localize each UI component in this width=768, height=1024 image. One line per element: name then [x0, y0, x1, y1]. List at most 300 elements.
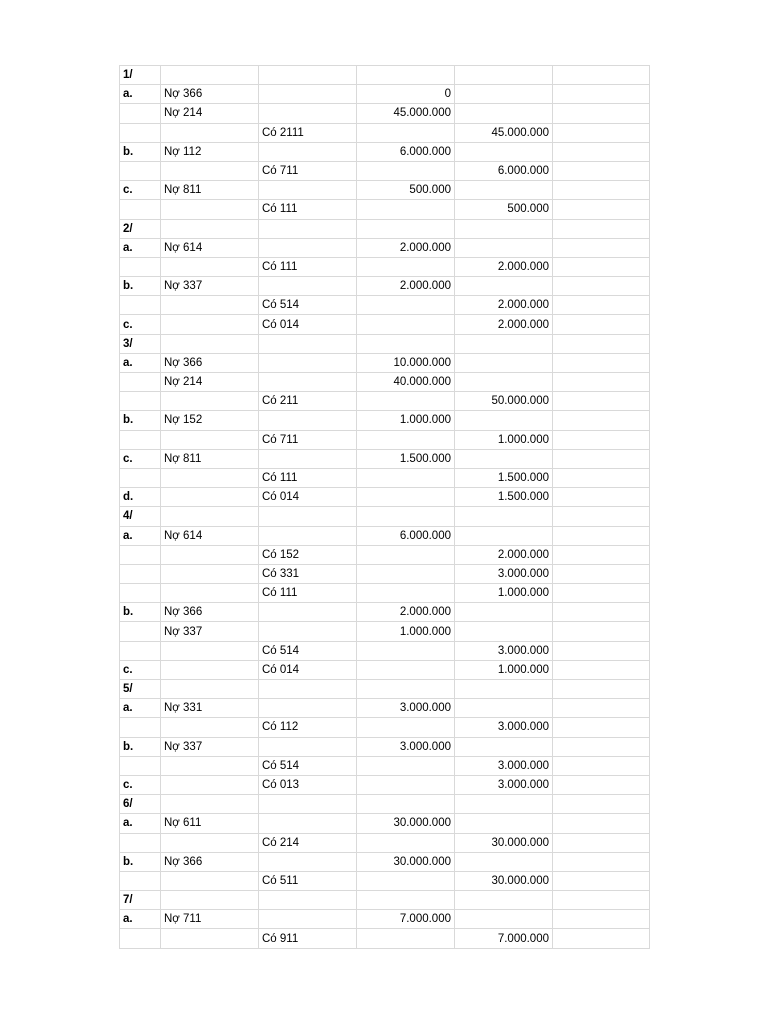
- debit-amount-cell[interactable]: 1.500.000: [357, 449, 455, 468]
- debit-account-cell[interactable]: [161, 392, 259, 411]
- table-row: [120, 622, 650, 641]
- entry-label-cell[interactable]: a.: [120, 238, 161, 257]
- credit-amount-cell[interactable]: 3.000.000: [455, 718, 553, 737]
- empty-cell[interactable]: [553, 584, 650, 603]
- empty-cell[interactable]: [553, 468, 650, 487]
- empty-cell[interactable]: [553, 161, 650, 180]
- debit-amount-cell[interactable]: 3.000.000: [357, 737, 455, 756]
- table-row: [120, 430, 650, 449]
- credit-account-cell[interactable]: Có 014: [259, 660, 357, 679]
- credit-amount-cell[interactable]: 30.000.000: [455, 871, 553, 890]
- credit-amount-cell[interactable]: 1.500.000: [455, 468, 553, 487]
- entry-label-cell[interactable]: a.: [120, 814, 161, 833]
- empty-cell[interactable]: [553, 929, 650, 948]
- credit-account-cell[interactable]: [259, 219, 357, 238]
- entry-label-cell[interactable]: 1/: [120, 66, 161, 85]
- debit-account-cell[interactable]: [161, 833, 259, 852]
- credit-account-cell[interactable]: Có 514: [259, 756, 357, 775]
- entry-label-cell[interactable]: a.: [120, 353, 161, 372]
- empty-cell[interactable]: [553, 718, 650, 737]
- debit-account-cell[interactable]: [161, 680, 259, 699]
- credit-account-cell[interactable]: Có 111: [259, 468, 357, 487]
- debit-account-cell[interactable]: [161, 718, 259, 737]
- credit-account-cell[interactable]: [259, 852, 357, 871]
- debit-account-cell[interactable]: [161, 871, 259, 890]
- entry-label-cell[interactable]: [120, 161, 161, 180]
- empty-cell[interactable]: [553, 852, 650, 871]
- credit-account-cell[interactable]: [259, 411, 357, 430]
- credit-amount-cell[interactable]: [455, 507, 553, 526]
- empty-cell[interactable]: [553, 680, 650, 699]
- empty-cell[interactable]: [553, 296, 650, 315]
- credit-amount-cell[interactable]: 500.000: [455, 200, 553, 219]
- debit-amount-cell[interactable]: [357, 833, 455, 852]
- table-row: [120, 104, 650, 123]
- empty-cell[interactable]: [553, 411, 650, 430]
- debit-amount-cell[interactable]: 1.000.000: [357, 411, 455, 430]
- debit-account-cell[interactable]: Nợ 152: [161, 411, 259, 430]
- empty-cell[interactable]: [553, 622, 650, 641]
- credit-amount-cell[interactable]: [455, 411, 553, 430]
- debit-amount-cell[interactable]: [357, 488, 455, 507]
- debit-account-cell[interactable]: [161, 756, 259, 775]
- table-row: [120, 891, 650, 910]
- entry-label-cell[interactable]: c.: [120, 775, 161, 794]
- table-row: [120, 737, 650, 756]
- debit-amount-cell[interactable]: 2.000.000: [357, 277, 455, 296]
- debit-amount-cell[interactable]: 30.000.000: [357, 852, 455, 871]
- debit-amount-cell[interactable]: [357, 871, 455, 890]
- credit-account-cell[interactable]: Có 211: [259, 392, 357, 411]
- debit-account-cell[interactable]: [161, 545, 259, 564]
- debit-account-cell[interactable]: [161, 891, 259, 910]
- credit-account-cell[interactable]: [259, 373, 357, 392]
- credit-account-cell[interactable]: [259, 737, 357, 756]
- debit-account-cell[interactable]: Nợ 214: [161, 104, 259, 123]
- debit-account-cell[interactable]: Nợ 337: [161, 737, 259, 756]
- credit-amount-cell[interactable]: 3.000.000: [455, 775, 553, 794]
- entry-label-cell[interactable]: [120, 833, 161, 852]
- debit-account-cell[interactable]: Nợ 337: [161, 277, 259, 296]
- entry-label-cell[interactable]: b.: [120, 737, 161, 756]
- credit-amount-cell[interactable]: 3.000.000: [455, 564, 553, 583]
- credit-amount-cell[interactable]: [455, 526, 553, 545]
- credit-amount-cell[interactable]: [455, 238, 553, 257]
- credit-account-cell[interactable]: [259, 104, 357, 123]
- entry-label-cell[interactable]: [120, 545, 161, 564]
- table-row: [120, 910, 650, 929]
- empty-cell[interactable]: [553, 66, 650, 85]
- debit-amount-cell[interactable]: [357, 584, 455, 603]
- entry-label-cell[interactable]: [120, 756, 161, 775]
- table-row: [120, 814, 650, 833]
- table-row: [120, 564, 650, 583]
- credit-account-cell[interactable]: [259, 795, 357, 814]
- entry-label-cell[interactable]: [120, 622, 161, 641]
- debit-amount-cell[interactable]: 10.000.000: [357, 353, 455, 372]
- entry-label-cell[interactable]: 3/: [120, 334, 161, 353]
- debit-amount-cell[interactable]: [357, 507, 455, 526]
- credit-amount-cell[interactable]: [455, 795, 553, 814]
- debit-account-cell[interactable]: Nợ 611: [161, 814, 259, 833]
- credit-amount-cell[interactable]: 1.000.000: [455, 584, 553, 603]
- credit-account-cell[interactable]: [259, 507, 357, 526]
- credit-amount-cell[interactable]: [455, 622, 553, 641]
- entry-label-cell[interactable]: [120, 392, 161, 411]
- entry-label-cell[interactable]: c.: [120, 660, 161, 679]
- empty-cell[interactable]: [553, 756, 650, 775]
- credit-account-cell[interactable]: [259, 334, 357, 353]
- debit-amount-cell[interactable]: [357, 756, 455, 775]
- table-row: [120, 468, 650, 487]
- table-row: [120, 545, 650, 564]
- debit-account-cell[interactable]: [161, 161, 259, 180]
- credit-account-cell[interactable]: [259, 699, 357, 718]
- entry-label-cell[interactable]: a.: [120, 699, 161, 718]
- entry-label-cell[interactable]: 4/: [120, 507, 161, 526]
- entry-label-cell[interactable]: [120, 718, 161, 737]
- entry-label-cell[interactable]: c.: [120, 449, 161, 468]
- credit-account-cell[interactable]: Có 111: [259, 257, 357, 276]
- debit-amount-cell[interactable]: 2.000.000: [357, 238, 455, 257]
- credit-amount-cell[interactable]: [455, 353, 553, 372]
- entry-label-cell[interactable]: [120, 564, 161, 583]
- empty-cell[interactable]: [553, 507, 650, 526]
- debit-account-cell[interactable]: [161, 641, 259, 660]
- entry-label-cell[interactable]: a.: [120, 910, 161, 929]
- credit-amount-cell[interactable]: 2.000.000: [455, 545, 553, 564]
- debit-amount-cell[interactable]: [357, 929, 455, 948]
- entry-label-cell[interactable]: d.: [120, 488, 161, 507]
- debit-account-cell[interactable]: Nợ 337: [161, 622, 259, 641]
- entry-label-cell[interactable]: b.: [120, 852, 161, 871]
- empty-cell[interactable]: [553, 660, 650, 679]
- entry-label-cell[interactable]: [120, 104, 161, 123]
- debit-account-cell[interactable]: [161, 219, 259, 238]
- credit-account-cell[interactable]: [259, 238, 357, 257]
- debit-amount-cell[interactable]: [357, 718, 455, 737]
- debit-amount-cell[interactable]: [357, 660, 455, 679]
- credit-account-cell[interactable]: Có 214: [259, 833, 357, 852]
- debit-amount-cell[interactable]: 500.000: [357, 181, 455, 200]
- credit-amount-cell[interactable]: [455, 910, 553, 929]
- credit-account-cell[interactable]: Có 014: [259, 488, 357, 507]
- debit-account-cell[interactable]: Nợ 366: [161, 603, 259, 622]
- empty-cell[interactable]: [553, 334, 650, 353]
- entry-label-cell[interactable]: c.: [120, 181, 161, 200]
- debit-account-cell[interactable]: [161, 507, 259, 526]
- entry-label-cell[interactable]: [120, 296, 161, 315]
- entry-label-cell[interactable]: 2/: [120, 219, 161, 238]
- credit-account-cell[interactable]: [259, 142, 357, 161]
- debit-account-cell[interactable]: Nợ 811: [161, 181, 259, 200]
- debit-amount-cell[interactable]: 7.000.000: [357, 910, 455, 929]
- debit-account-cell[interactable]: Nợ 214: [161, 373, 259, 392]
- empty-cell[interactable]: [553, 373, 650, 392]
- empty-cell[interactable]: [553, 257, 650, 276]
- credit-account-cell[interactable]: [259, 449, 357, 468]
- credit-amount-cell[interactable]: 7.000.000: [455, 929, 553, 948]
- credit-amount-cell[interactable]: 1.000.000: [455, 660, 553, 679]
- credit-account-cell[interactable]: Có 911: [259, 929, 357, 948]
- empty-cell[interactable]: [553, 737, 650, 756]
- entry-label-cell[interactable]: [120, 641, 161, 660]
- credit-account-cell[interactable]: Có 511: [259, 871, 357, 890]
- empty-cell[interactable]: [553, 564, 650, 583]
- debit-amount-cell[interactable]: [357, 680, 455, 699]
- credit-account-cell[interactable]: [259, 85, 357, 104]
- credit-account-cell[interactable]: Có 711: [259, 430, 357, 449]
- debit-account-cell[interactable]: [161, 123, 259, 142]
- debit-account-cell[interactable]: [161, 296, 259, 315]
- empty-cell[interactable]: [553, 315, 650, 334]
- credit-amount-cell[interactable]: [455, 449, 553, 468]
- entry-label-cell[interactable]: b.: [120, 603, 161, 622]
- credit-amount-cell[interactable]: [455, 219, 553, 238]
- table-row: [120, 200, 650, 219]
- debit-amount-cell[interactable]: [357, 315, 455, 334]
- credit-account-cell[interactable]: [259, 622, 357, 641]
- debit-amount-cell[interactable]: [357, 891, 455, 910]
- empty-cell[interactable]: [553, 200, 650, 219]
- entry-label-cell[interactable]: a.: [120, 526, 161, 545]
- empty-cell[interactable]: [553, 795, 650, 814]
- entry-label-cell[interactable]: [120, 584, 161, 603]
- credit-account-cell[interactable]: Có 112: [259, 718, 357, 737]
- entry-label-cell[interactable]: c.: [120, 315, 161, 334]
- credit-account-cell[interactable]: Có 111: [259, 200, 357, 219]
- debit-amount-cell[interactable]: 1.000.000: [357, 622, 455, 641]
- table-row: [120, 718, 650, 737]
- table-row: [120, 449, 650, 468]
- empty-cell[interactable]: [553, 181, 650, 200]
- credit-account-cell[interactable]: Có 013: [259, 775, 357, 794]
- debit-amount-cell[interactable]: [357, 430, 455, 449]
- table-row: [120, 181, 650, 200]
- table-row: [120, 353, 650, 372]
- credit-account-cell[interactable]: [259, 680, 357, 699]
- entry-label-cell[interactable]: [120, 929, 161, 948]
- debit-amount-cell[interactable]: [357, 334, 455, 353]
- empty-cell[interactable]: [553, 603, 650, 622]
- credit-account-cell[interactable]: [259, 891, 357, 910]
- credit-amount-cell[interactable]: 6.000.000: [455, 161, 553, 180]
- debit-account-cell[interactable]: Nợ 614: [161, 238, 259, 257]
- debit-account-cell[interactable]: Nợ 366: [161, 353, 259, 372]
- credit-amount-cell[interactable]: 3.000.000: [455, 756, 553, 775]
- empty-cell[interactable]: [553, 353, 650, 372]
- credit-account-cell[interactable]: Có 014: [259, 315, 357, 334]
- credit-account-cell[interactable]: Có 331: [259, 564, 357, 583]
- debit-amount-cell[interactable]: 45.000.000: [357, 104, 455, 123]
- entry-label-cell[interactable]: [120, 468, 161, 487]
- credit-amount-cell[interactable]: 1.500.000: [455, 488, 553, 507]
- entry-label-cell[interactable]: [120, 200, 161, 219]
- debit-amount-cell[interactable]: 2.000.000: [357, 603, 455, 622]
- debit-account-cell[interactable]: [161, 66, 259, 85]
- empty-cell[interactable]: [553, 910, 650, 929]
- debit-amount-cell[interactable]: [357, 795, 455, 814]
- debit-account-cell[interactable]: [161, 929, 259, 948]
- credit-amount-cell[interactable]: 3.000.000: [455, 641, 553, 660]
- debit-account-cell[interactable]: [161, 257, 259, 276]
- debit-account-cell[interactable]: [161, 660, 259, 679]
- entry-label-cell[interactable]: b.: [120, 411, 161, 430]
- credit-account-cell[interactable]: [259, 603, 357, 622]
- empty-cell[interactable]: [553, 545, 650, 564]
- credit-amount-cell[interactable]: [455, 85, 553, 104]
- table-row: [120, 373, 650, 392]
- debit-account-cell[interactable]: Nợ 366: [161, 852, 259, 871]
- debit-account-cell[interactable]: [161, 430, 259, 449]
- entry-label-cell[interactable]: 5/: [120, 680, 161, 699]
- credit-amount-cell[interactable]: [455, 104, 553, 123]
- credit-account-cell[interactable]: Có 2111: [259, 123, 357, 142]
- credit-account-cell[interactable]: [259, 910, 357, 929]
- empty-cell[interactable]: [553, 449, 650, 468]
- empty-cell[interactable]: [553, 104, 650, 123]
- debit-amount-cell[interactable]: 3.000.000: [357, 699, 455, 718]
- empty-cell[interactable]: [553, 775, 650, 794]
- credit-amount-cell[interactable]: 2.000.000: [455, 315, 553, 334]
- debit-amount-cell[interactable]: [357, 257, 455, 276]
- credit-account-cell[interactable]: Có 152: [259, 545, 357, 564]
- debit-account-cell[interactable]: Nợ 331: [161, 699, 259, 718]
- debit-amount-cell[interactable]: [357, 219, 455, 238]
- table-row: [120, 795, 650, 814]
- debit-account-cell[interactable]: [161, 200, 259, 219]
- empty-cell[interactable]: [553, 277, 650, 296]
- credit-amount-cell[interactable]: [455, 66, 553, 85]
- empty-cell[interactable]: [553, 814, 650, 833]
- credit-account-cell[interactable]: [259, 353, 357, 372]
- debit-account-cell[interactable]: [161, 795, 259, 814]
- debit-account-cell[interactable]: Nợ 366: [161, 85, 259, 104]
- empty-cell[interactable]: [553, 699, 650, 718]
- credit-amount-cell[interactable]: [455, 852, 553, 871]
- debit-amount-cell[interactable]: 30.000.000: [357, 814, 455, 833]
- empty-cell[interactable]: [553, 488, 650, 507]
- credit-amount-cell[interactable]: [455, 603, 553, 622]
- debit-account-cell[interactable]: [161, 468, 259, 487]
- credit-amount-cell[interactable]: 2.000.000: [455, 257, 553, 276]
- credit-amount-cell[interactable]: [455, 891, 553, 910]
- debit-amount-cell[interactable]: [357, 66, 455, 85]
- table-row: [120, 392, 650, 411]
- credit-amount-cell[interactable]: [455, 277, 553, 296]
- debit-account-cell[interactable]: Nợ 614: [161, 526, 259, 545]
- debit-amount-cell[interactable]: 40.000.000: [357, 373, 455, 392]
- debit-amount-cell[interactable]: [357, 200, 455, 219]
- empty-cell[interactable]: [553, 641, 650, 660]
- debit-amount-cell[interactable]: [357, 775, 455, 794]
- credit-account-cell[interactable]: [259, 814, 357, 833]
- credit-amount-cell[interactable]: 2.000.000: [455, 296, 553, 315]
- table-row: [120, 603, 650, 622]
- empty-cell[interactable]: [553, 833, 650, 852]
- entry-label-cell[interactable]: 7/: [120, 891, 161, 910]
- table-row: [120, 660, 650, 679]
- credit-amount-cell[interactable]: [455, 737, 553, 756]
- credit-amount-cell[interactable]: [455, 373, 553, 392]
- debit-amount-cell[interactable]: 6.000.000: [357, 526, 455, 545]
- entry-label-cell[interactable]: [120, 257, 161, 276]
- credit-account-cell[interactable]: Có 514: [259, 641, 357, 660]
- debit-account-cell[interactable]: Nợ 112: [161, 142, 259, 161]
- credit-amount-cell[interactable]: [455, 814, 553, 833]
- empty-cell[interactable]: [553, 430, 650, 449]
- credit-account-cell[interactable]: Có 514: [259, 296, 357, 315]
- table-row: [120, 123, 650, 142]
- entry-label-cell[interactable]: [120, 871, 161, 890]
- entry-label-cell[interactable]: [120, 430, 161, 449]
- credit-amount-cell[interactable]: 45.000.000: [455, 123, 553, 142]
- empty-cell[interactable]: [553, 219, 650, 238]
- debit-amount-cell[interactable]: 0: [357, 85, 455, 104]
- entry-label-cell[interactable]: b.: [120, 142, 161, 161]
- credit-account-cell[interactable]: Có 111: [259, 584, 357, 603]
- entry-label-cell[interactable]: 6/: [120, 795, 161, 814]
- debit-amount-cell[interactable]: [357, 123, 455, 142]
- entry-label-cell[interactable]: b.: [120, 277, 161, 296]
- debit-account-cell[interactable]: [161, 334, 259, 353]
- credit-account-cell[interactable]: [259, 66, 357, 85]
- credit-amount-cell[interactable]: [455, 142, 553, 161]
- debit-amount-cell[interactable]: [357, 545, 455, 564]
- debit-account-cell[interactable]: Nợ 811: [161, 449, 259, 468]
- credit-amount-cell[interactable]: 1.000.000: [455, 430, 553, 449]
- entry-label-cell[interactable]: a.: [120, 85, 161, 104]
- empty-cell[interactable]: [553, 123, 650, 142]
- credit-amount-cell[interactable]: 50.000.000: [455, 392, 553, 411]
- debit-amount-cell[interactable]: 6.000.000: [357, 142, 455, 161]
- empty-cell[interactable]: [553, 392, 650, 411]
- credit-account-cell[interactable]: [259, 277, 357, 296]
- empty-cell[interactable]: [553, 871, 650, 890]
- credit-amount-cell[interactable]: [455, 699, 553, 718]
- empty-cell[interactable]: [553, 238, 650, 257]
- debit-account-cell[interactable]: Nợ 711: [161, 910, 259, 929]
- table-row: [120, 699, 650, 718]
- empty-cell[interactable]: [553, 891, 650, 910]
- credit-amount-cell[interactable]: [455, 680, 553, 699]
- credit-amount-cell[interactable]: 30.000.000: [455, 833, 553, 852]
- credit-account-cell[interactable]: [259, 181, 357, 200]
- credit-amount-cell[interactable]: [455, 334, 553, 353]
- debit-amount-cell[interactable]: [357, 641, 455, 660]
- debit-amount-cell[interactable]: [357, 161, 455, 180]
- debit-amount-cell[interactable]: [357, 392, 455, 411]
- credit-account-cell[interactable]: Có 711: [259, 161, 357, 180]
- credit-account-cell[interactable]: [259, 526, 357, 545]
- debit-amount-cell[interactable]: [357, 564, 455, 583]
- debit-account-cell[interactable]: [161, 584, 259, 603]
- debit-amount-cell[interactable]: [357, 296, 455, 315]
- debit-account-cell[interactable]: [161, 488, 259, 507]
- empty-cell[interactable]: [553, 526, 650, 545]
- journal-entries-table: [119, 65, 650, 949]
- debit-account-cell[interactable]: [161, 564, 259, 583]
- debit-account-cell[interactable]: [161, 315, 259, 334]
- entry-label-cell[interactable]: [120, 373, 161, 392]
- table-row: [120, 277, 650, 296]
- entry-label-cell[interactable]: [120, 123, 161, 142]
- empty-cell[interactable]: [553, 85, 650, 104]
- empty-cell[interactable]: [553, 142, 650, 161]
- credit-amount-cell[interactable]: [455, 181, 553, 200]
- debit-amount-cell[interactable]: [357, 468, 455, 487]
- debit-account-cell[interactable]: [161, 775, 259, 794]
